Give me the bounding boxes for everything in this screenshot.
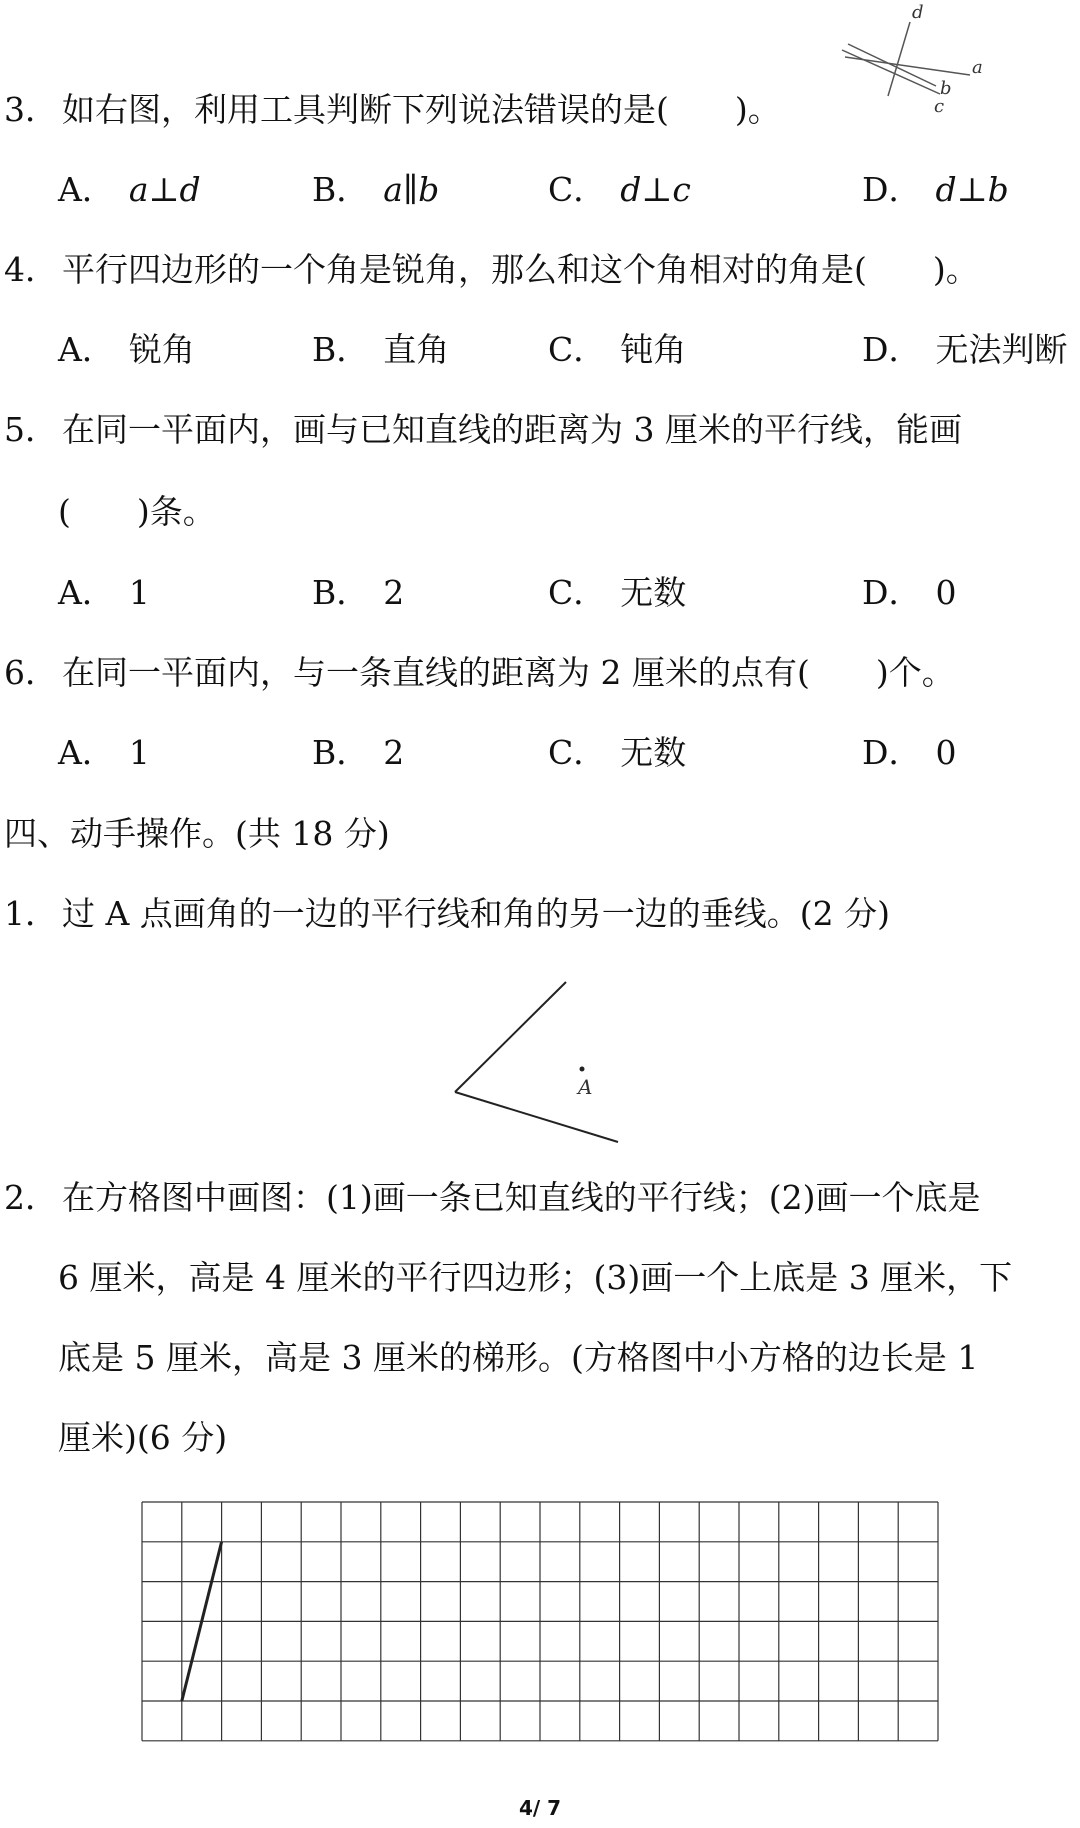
q6-number: 6． — [4, 653, 58, 692]
q4-stem: 平行四边形的一个角是锐角，那么和这个角相对的角是( )。 — [62, 250, 979, 289]
square-grid — [140, 1500, 940, 1750]
p2-number: 2． — [4, 1178, 58, 1217]
p2-text-line-4: 厘米)(6 分) — [58, 1418, 228, 1457]
q3-option-c: C． d⊥c — [548, 170, 691, 209]
q5-stem-line-2: ( )条。 — [58, 492, 216, 531]
q3-label-a: a — [972, 57, 983, 78]
q6-option-b: B． 2 — [312, 733, 405, 772]
point-a-dot — [580, 1067, 585, 1072]
q3-label-b: b — [940, 78, 952, 99]
q4-option-b: B． 直角 — [312, 330, 450, 369]
q6-option-a: A． 1 — [58, 733, 150, 772]
q3-stem-line — [4, 90, 781, 130]
q4-stem-line — [4, 250, 979, 290]
p1-number: 1． — [4, 894, 58, 933]
q5-option-b: B． 2 — [312, 573, 405, 612]
p2-text-line-3: 底是 5 厘米，高是 3 厘米的梯形。(方格图中小方格的边长是 1 — [58, 1338, 979, 1377]
q5-stem-line-1 — [4, 410, 962, 450]
q4-option-c: C． 钝角 — [548, 330, 687, 369]
q3-label-d: d — [912, 2, 924, 23]
q6-option-d: D． 0 — [862, 733, 957, 772]
p1-text-line — [4, 894, 890, 934]
p2-text-line-2: 6 厘米，高是 4 厘米的平行四边形；(3)画一个上底是 3 厘米，下 — [58, 1258, 1013, 1297]
q3-label-c: c — [934, 96, 945, 117]
q5-option-a: A． 1 — [58, 573, 150, 612]
point-a-label: A — [578, 1075, 593, 1099]
p1-text: 过 A 点画角的一边的平行线和角的另一边的垂线。(2 分) — [62, 894, 891, 933]
p2-text-line-1 — [4, 1178, 981, 1218]
q3-option-a: A． a⊥d — [58, 170, 201, 209]
q6-stem: 在同一平面内，与一条直线的距离为 2 厘米的点有( )个。 — [62, 653, 955, 692]
q3-lines-figure — [830, 0, 1010, 120]
q5-stem-1: 在同一平面内，画与已知直线的距离为 3 厘米的平行线，能画 — [62, 410, 962, 449]
angle-figure — [440, 970, 640, 1150]
q3-number: 3． — [4, 90, 58, 129]
q4-option-a: A． 锐角 — [58, 330, 195, 369]
q5-number: 5． — [4, 410, 58, 449]
q3-option-b: B． a∥b — [312, 170, 440, 209]
q4-option-d: D． 无法判断 — [862, 330, 1068, 369]
q3-option-d: D． d⊥b — [862, 170, 1009, 209]
p2-text-1: 在方格图中画图：(1)画一条已知直线的平行线；(2)画一个底是 — [62, 1178, 981, 1217]
q5-option-d: D． 0 — [862, 573, 957, 612]
q6-option-c: C． 无数 — [548, 733, 687, 772]
q3-stem: 如右图，利用工具判断下列说法错误的是( )。 — [62, 90, 781, 129]
q4-number: 4． — [4, 250, 58, 289]
page-number: 4/ 7 — [518, 1796, 562, 1820]
section-heading: 四、动手操作。(共 18 分) — [4, 814, 390, 853]
q5-option-c: C． 无数 — [548, 573, 687, 612]
q6-stem-line — [4, 653, 955, 693]
